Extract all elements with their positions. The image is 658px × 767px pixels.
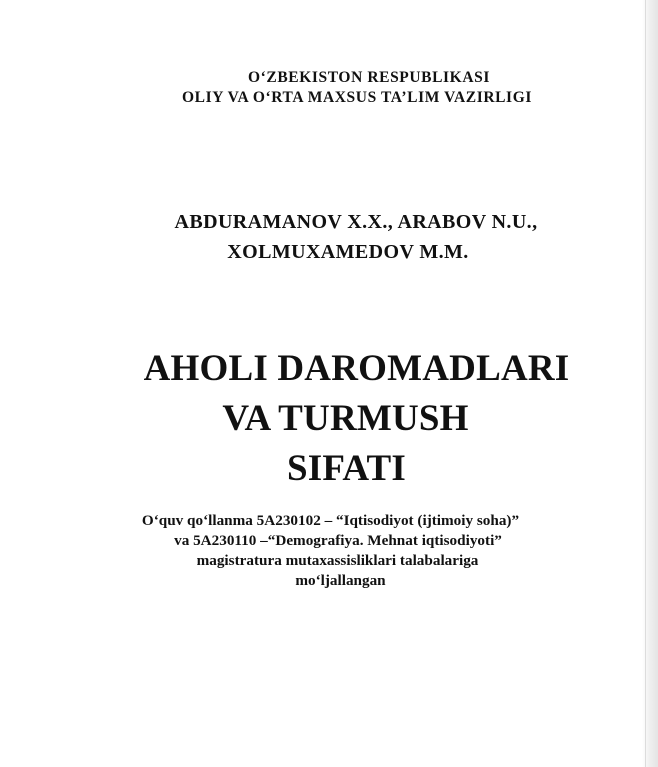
authors [0,207,658,267]
ministry-header [0,68,658,108]
title-line-2: VA TURMUSH [222,398,469,439]
subtitle-line-1: O‘quv qo‘llanma 5A230102 – “Iqtisodiyot (ijtimoiy soha)” [141,512,520,529]
title-line-1: AHOLI DAROMADLARI [143,348,570,389]
subtitle-line-2: va 5A230110 –“Demografiya. Mehnat iqtisodiyoti” [174,532,502,549]
ministry-line-1: O‘ZBEKISTON RESPUBLIKASI [248,69,490,86]
subtitle-line-3: magistratura mutaxassisliklari talabalariga [196,552,479,569]
title-line-3: SIFATI [286,448,407,489]
authors-line-2: XOLMUXAMEDOV M.M. [227,241,469,263]
authors-line-1: ABDURAMANOV X.X., ARABOV N.U., [174,211,538,233]
book-subtitle [0,511,658,591]
book-title [0,344,658,494]
ministry-line-2: OLIY VA O‘RTA MAXSUS TA’LIM VAZIRLIGI [182,89,532,106]
subtitle-line-4: mo‘ljallangan [295,572,386,589]
